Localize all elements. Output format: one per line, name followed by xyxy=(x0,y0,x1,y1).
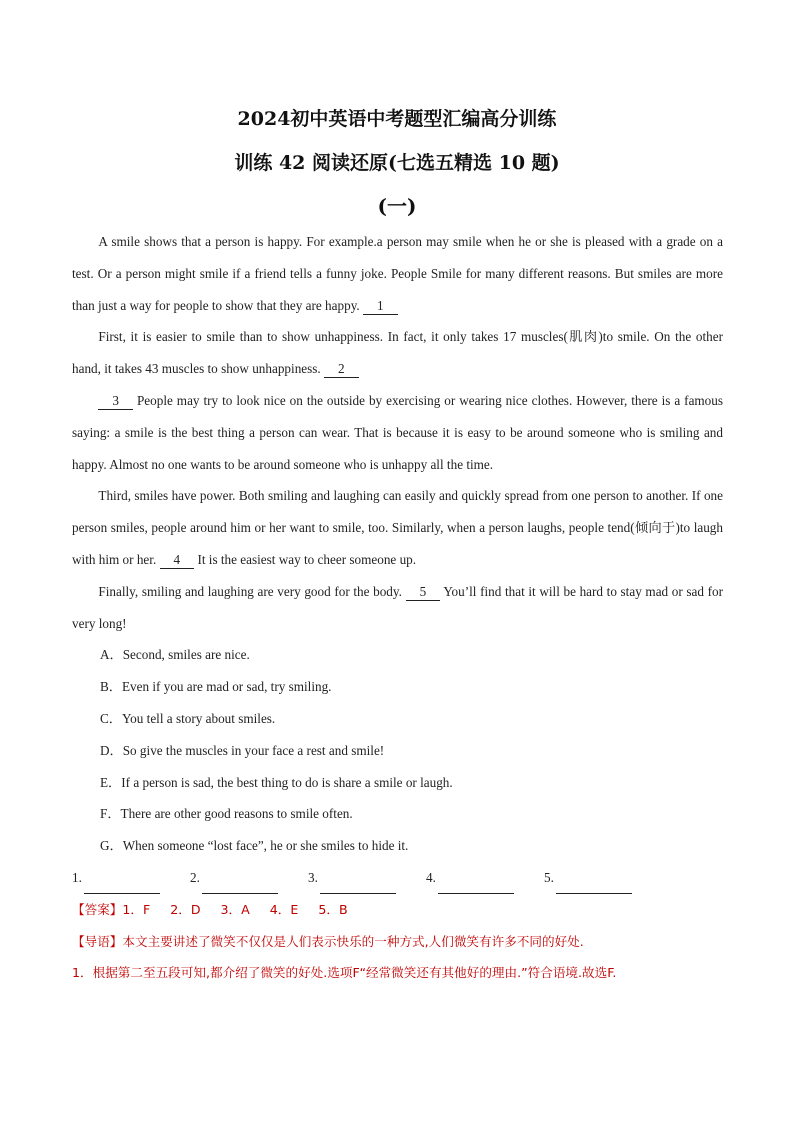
explanation-1: 1．根据第二至五段可知,都介绍了微笑的好处.选项F“经常微笑还有其他好的理由.”符合语境.故选F. xyxy=(72,965,617,981)
document-title: 2024初中英语中考题型汇编高分训练 xyxy=(237,108,557,130)
passage-paragraph-4: Third, smiles have power. Both smiling and laughing can easily and quickly spread from one person to another. If one person smiles, people around him or her want to smile, too. Similarly, when a person laughs, people tend(倾向于)to laugh with him or her. 4 It is the easiest way to cheer someone up. xyxy=(72,488,723,567)
blank-3: 3 xyxy=(98,393,133,410)
answer-blank-3[interactable]: 3. xyxy=(308,862,426,894)
answer-blank-2[interactable]: 2. xyxy=(190,862,308,894)
option-f: F．There are other good reasons to smile often. xyxy=(100,806,353,822)
guide-text: 【导语】本文主要讲述了微笑不仅仅是人们表示快乐的一种方式,人们微笑有许多不同的好处. xyxy=(72,933,584,949)
blank-1: 1 xyxy=(363,298,398,315)
answer-blank-1[interactable]: 1. xyxy=(72,862,190,894)
option-c: C．You tell a story about smiles. xyxy=(100,710,276,726)
blank-4: 4 xyxy=(160,552,195,569)
option-d: D．So give the muscles in your face a rest and smile! xyxy=(100,742,385,758)
passage-paragraph-5: Finally, smiling and laughing are very good for the body. 5 You’ll find that it will be hard to stay mad or sad for very long! xyxy=(72,583,723,631)
option-e: E．If a person is sad, the best thing to do is share a smile or laugh. xyxy=(100,774,453,790)
blank-2: 2 xyxy=(324,361,359,378)
answer-key-label: 【答案】 xyxy=(72,901,123,917)
section-label: (一) xyxy=(377,194,417,218)
content-body xyxy=(72,226,723,989)
passage-paragraph-1: A smile shows that a person is happy. For example.a person may smile when he or she is pleased with a grade on a test. Or a person might smile if a friend tells a funny joke. People Smile for many different reasons. But smiles are more than just a way for people to show that they are happy. 1 xyxy=(72,234,723,313)
blank-5: 5 xyxy=(406,584,441,601)
option-a: A．Second, smiles are nice. xyxy=(100,647,250,663)
passage-paragraph-3: 3 People may try to look nice on the outside by exercising or wearing nice clothes. However, there is a famous saying: a smile is the best thing a person can wear. That is because it is easy to be around someone who is smiling and happy. Almost no one wants to be around someone who is unhappy all the time. xyxy=(72,392,723,472)
option-g: G．When someone “lost face”, he or she smiles to hide it. xyxy=(100,838,409,854)
answer-blank-4[interactable]: 4. xyxy=(426,862,544,894)
answer-key: 【答案】1．F 2．D 3．A 4．E 5．B xyxy=(72,901,348,917)
option-b: B．Even if you are mad or sad, try smiling. xyxy=(100,679,332,695)
answer-blank-5[interactable]: 5. xyxy=(544,862,662,894)
answer-blanks-row xyxy=(72,862,723,894)
document-subtitle: 训练 42 阅读还原(七选五精选 10 题) xyxy=(234,152,560,174)
passage-paragraph-2: First, it is easier to smile than to show unhappiness. In fact, it only takes 17 muscles(肌肉)to smile. On the other hand, it takes 43 muscles to show unhappiness. 2 xyxy=(72,329,723,377)
